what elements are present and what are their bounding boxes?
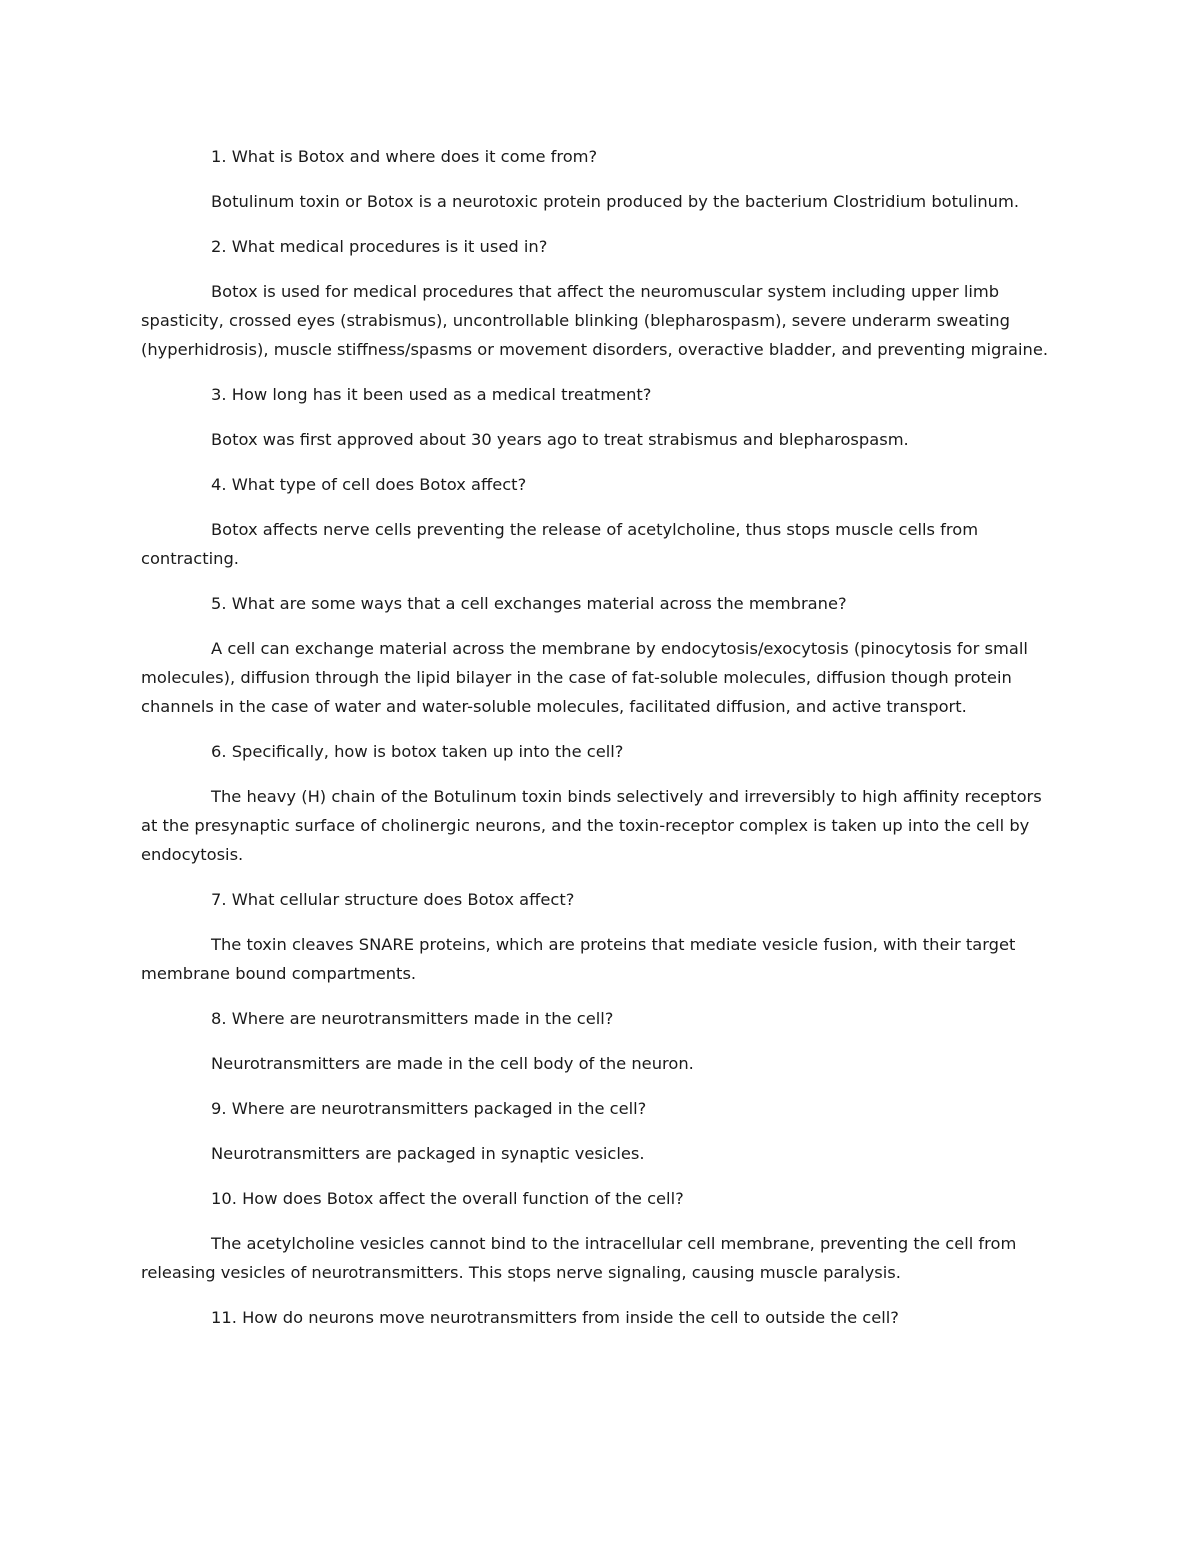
qa-item-5 — [141, 589, 1060, 721]
answer-8: Neurotransmitters are made in the cell body of the neuron. — [211, 1054, 694, 1073]
qa-item-4 — [141, 470, 1060, 573]
question-5: 5. What are some ways that a cell exchanges material across the membrane? — [211, 594, 847, 613]
answer-3: Botox was first approved about 30 years ago to treat strabismus and blepharospasm. — [211, 430, 909, 449]
answer-5: A cell can exchange material across the membrane by endocytosis/exocytosis (pinocytosis for small molecules), diffusion through the lipid bilayer in the case of fat-soluble molecules, diffusion though protein channels in the case of water and water-soluble molecules, facilitated diffusion, and active transport. — [141, 639, 1028, 716]
question-1: 1. What is Botox and where does it come from? — [211, 147, 598, 166]
answer-6: The heavy (H) chain of the Botulinum toxin binds selectively and irreversibly to high affinity receptors at the presynaptic surface of cholinergic neurons, and the toxin-receptor complex is taken up into the cell by endocytosis. — [141, 787, 1042, 864]
qa-item-3 — [141, 380, 1060, 454]
answer-9: Neurotransmitters are packaged in synaptic vesicles. — [211, 1144, 645, 1163]
question-8: 8. Where are neurotransmitters made in the cell? — [211, 1009, 614, 1028]
question-4: 4. What type of cell does Botox affect? — [211, 475, 527, 494]
qa-item-6 — [141, 737, 1060, 869]
qa-item-10 — [141, 1184, 1060, 1287]
answer-2: Botox is used for medical procedures that affect the neuromuscular system including upper limb spasticity, crossed eyes (strabismus), uncontrollable blinking (blepharospasm), severe underarm sweating (hyperhidrosis), muscle stiffness/spasms or movement disorders, overactive bladder, and preventing migraine. — [141, 282, 1049, 359]
question-7: 7. What cellular structure does Botox affect? — [211, 890, 575, 909]
answer-4: Botox affects nerve cells preventing the release of acetylcholine, thus stops muscle cells from contracting. — [141, 520, 979, 568]
question-6: 6. Specifically, how is botox taken up into the cell? — [211, 742, 624, 761]
question-2: 2. What medical procedures is it used in? — [211, 237, 548, 256]
qa-item-2 — [141, 232, 1060, 364]
question-9: 9. Where are neurotransmitters packaged in the cell? — [211, 1099, 647, 1118]
answer-10: The acetylcholine vesicles cannot bind to the intracellular cell membrane, preventing the cell from releasing vesicles of neurotransmitters. This stops nerve signaling, causing muscle paralysis. — [141, 1234, 1017, 1282]
question-11: 11. How do neurons move neurotransmitters from inside the cell to outside the cell? — [211, 1308, 899, 1327]
answer-1: Botulinum toxin or Botox is a neurotoxic protein produced by the bacterium Clostridium botulinum. — [211, 192, 1020, 211]
qa-item-8 — [141, 1004, 1060, 1078]
question-3: 3. How long has it been used as a medical treatment? — [211, 385, 652, 404]
qa-item-7 — [141, 885, 1060, 988]
question-10: 10. How does Botox affect the overall function of the cell? — [211, 1189, 684, 1208]
qa-item-9 — [141, 1094, 1060, 1168]
qa-item-1 — [141, 142, 1060, 216]
qa-item-11 — [141, 1303, 1060, 1332]
answer-7: The toxin cleaves SNARE proteins, which are proteins that mediate vesicle fusion, with their target membrane bound compartments. — [141, 935, 1016, 983]
